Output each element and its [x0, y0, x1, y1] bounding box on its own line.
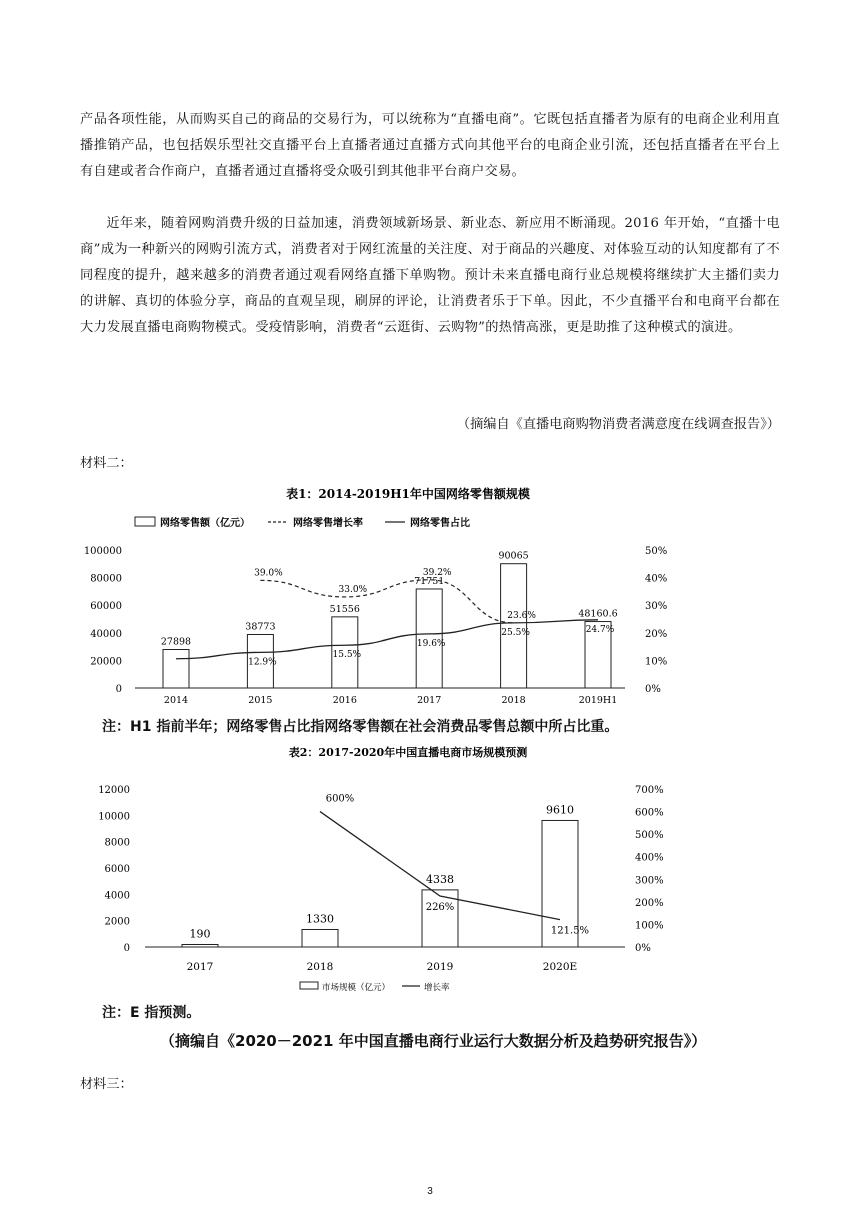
source-citation-2: （摘编自《2020－2021 年中国直播电商行业运行大数据分析及趋势研究报告》） [160, 1032, 707, 1050]
chart2-bar-label: 4338 [426, 872, 454, 886]
chart2-growth-label: 226% [425, 901, 455, 913]
chart2-x-tick: 2017 [186, 961, 214, 973]
chart1-legend-bar-swatch [135, 517, 155, 526]
chart1-legend-line-label: 网络零售占比 [410, 518, 470, 529]
chart2-y-left-tick: 2000 [104, 916, 130, 928]
chart2-growth-label: 121.5% [550, 925, 590, 937]
chart1-y-left-tick: 40000 [90, 628, 122, 640]
page-number: 3 [427, 1186, 433, 1197]
chart2-y-right-tick: 500% [635, 830, 664, 842]
chart2-bar-label: 190 [189, 927, 211, 941]
chart1-bar-label: 51556 [329, 603, 360, 615]
chart1-x-tick: 2016 [332, 695, 357, 706]
chart2-y-right-tick: 200% [635, 897, 664, 909]
chart1-growth-line [260, 580, 513, 623]
chart2-y-left-tick: 8000 [104, 837, 130, 849]
chart2-legend-line-label: 增长率 [424, 983, 450, 993]
chart1-growth-label: 33.0% [338, 584, 368, 595]
chart1-y-left-tick: 80000 [90, 573, 122, 585]
chart1-share-label: 25.5% [501, 627, 530, 638]
chart1-bar [501, 564, 527, 688]
chart2-x-tick: 2019 [426, 961, 454, 973]
chart1-y-right-tick: 50% [645, 546, 668, 557]
chart2-y-right-tick: 300% [635, 875, 664, 887]
chart1-share-label: 15.5% [332, 650, 362, 661]
chart2-y-left-tick: 4000 [104, 890, 130, 902]
chart2-bar [182, 944, 218, 947]
chart2-x-tick: 2020E [542, 961, 578, 973]
chart1-title: 表1：2014-2019H1年中国网络零售额规模 [286, 487, 530, 501]
chart1-bar-label: 71751 [414, 575, 445, 587]
chart1-bar [163, 650, 189, 688]
chart1-x-tick: 2015 [248, 695, 273, 706]
chart1-y-left-tick: 20000 [90, 656, 122, 668]
chart1-bar-label: 38773 [245, 621, 276, 633]
chart1-y-left-tick: 60000 [90, 601, 122, 613]
chart2-y-left-tick: 12000 [98, 785, 130, 796]
note-1: 注：H1 指前半年；网络零售占比指网络零售额在社会消费品零售总额中所占比重。 [102, 719, 619, 735]
chart1-y-left-tick: 100000 [83, 546, 122, 557]
paragraph-2: 近年来，随着网购消费升级的日益加速，消费领域新场景、新业态、新应用不断涌现。2016 年开始，“直播十电商”成为一种新兴的网购引流方式，消费者对于网红流量的关注度、对于商品的兴趣度、对体验互动的认知度都有了不同程度的提升，越来越多的消费者通过观看网络直播下单购物。预计未来直播电商行业总规模将继续扩大主播们卖力的讲解、真切的体验分享，商品的直观呈现，刷屏的评论，让消费者乐于下单。因此，不少直播平台和电商平台都在大力发展直播电商购物模式。受疫情影响，消费者“云逛街、云购物”的热情高涨，更是助推了这种模式的演进。 [80, 216, 780, 335]
chart1-share-label: 12.9% [248, 657, 277, 668]
chart2-growth-label: 600% [325, 793, 355, 805]
paragraph-1: 产品各项性能，从而购买自己的商品的交易行为，可以统称为“直播电商”。它既包括直播者为原有的电商企业利用直播推销产品，也包括娱乐型社交直播平台上直播者通过直播方式向其他平台的电商企业引流，还包括直播者在平台上有自建或者合作商户，直播者通过直播将受众吸引到其他非平台商户交易。 [80, 112, 780, 179]
chart2-legend-bar-label: 市场规模（亿元） [322, 983, 391, 993]
chart1-y-right-tick: 20% [645, 628, 668, 640]
chart1-bar-label: 48160.6 [578, 608, 618, 620]
chart1-legend-dash-label: 网络零售增长率 [293, 518, 363, 529]
source-citation-1: （摘编自《直播电商购物消费者满意度在线调查报告》） [456, 417, 780, 432]
chart2-y-left-tick: 6000 [104, 864, 130, 875]
chart1-y-right-tick: 10% [645, 656, 668, 668]
material-2-label: 材料二： [80, 456, 133, 471]
material-3-label: 材料三： [80, 1077, 133, 1092]
chart1-y-right-tick: 0% [645, 684, 661, 695]
chart2-bar-label: 9610 [546, 803, 574, 817]
chart2-y-right-tick: 600% [635, 807, 664, 819]
chart1-bar-label: 27898 [160, 636, 192, 648]
chart2-y-left-tick: 10000 [98, 811, 130, 823]
chart2-y-right-tick: 0% [635, 943, 651, 954]
chart1-x-tick: 2017 [417, 695, 442, 706]
chart1-x-tick: 2019H1 [578, 695, 618, 706]
chart2-bar [302, 929, 338, 947]
chart2-title: 表2：2017-2020年中国直播电商市场规模预测 [288, 746, 528, 759]
chart2-y-right-tick: 100% [635, 920, 664, 932]
chart2-bar-label: 1330 [306, 912, 334, 926]
chart1-share-label: 19.6% [416, 638, 446, 649]
chart1-y-left-tick: 0 [115, 684, 122, 695]
chart1-y-right-tick: 30% [645, 601, 668, 613]
chart2-y-left-tick: 0 [123, 943, 130, 954]
chart1-x-tick: 2018 [501, 695, 526, 706]
chart1-share-label: 24.7% [585, 624, 615, 635]
chart2-x-tick: 2018 [306, 961, 334, 973]
chart-live-ecommerce [0, 740, 860, 1000]
chart1-growth-label: 39.0% [254, 568, 283, 579]
note-2: 注：E 指预测。 [102, 1005, 201, 1021]
chart1-legend-bar-label: 网络零售额（亿元） [160, 518, 250, 529]
chart2-legend-bar-swatch [300, 982, 318, 989]
chart1-x-tick: 2014 [163, 695, 189, 706]
chart2-y-right-tick: 400% [635, 852, 664, 864]
chart1-growth-label: 39.2% [422, 567, 452, 578]
chart1-y-right-tick: 40% [645, 573, 668, 585]
chart1-bar-label: 90065 [498, 550, 529, 562]
chart1-share-line [176, 620, 598, 659]
chart1-growth-label: 23.6% [507, 610, 536, 621]
chart-online-retail [0, 480, 860, 720]
chart2-y-right-tick: 700% [635, 785, 664, 796]
